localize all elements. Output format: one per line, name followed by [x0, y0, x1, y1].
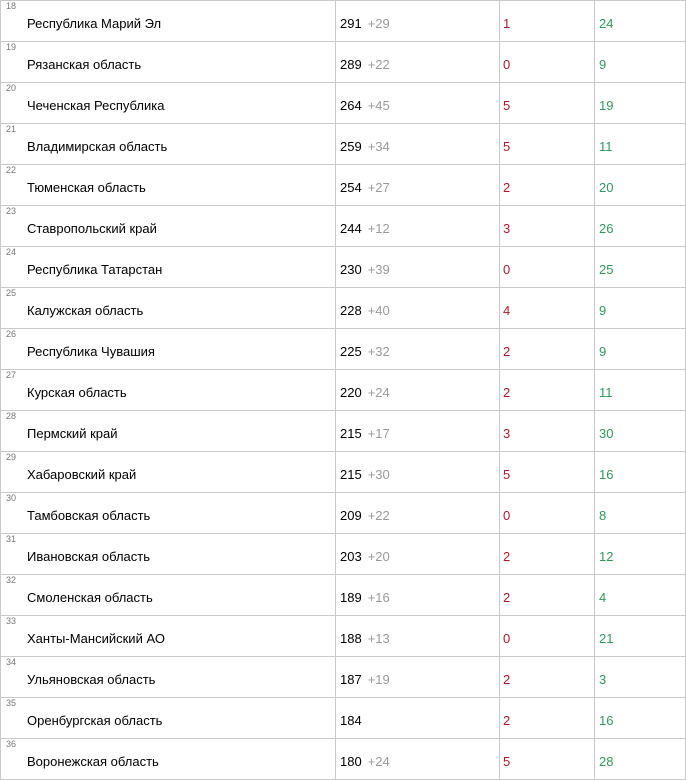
cases-cell: [336, 575, 500, 616]
cases-value: 228: [340, 303, 362, 318]
deaths-cell: [500, 206, 595, 247]
region-cell: [1, 370, 336, 411]
row-number: 30: [6, 493, 17, 503]
cases-value: 291: [340, 16, 362, 31]
table-row: [1, 534, 686, 575]
cases-cell: [336, 452, 500, 493]
cases-value: 188: [340, 631, 362, 646]
region-cell: [1, 739, 336, 780]
table-row: [1, 698, 686, 739]
cases-cell: [336, 370, 500, 411]
recovered-value: 3: [599, 672, 607, 687]
deaths-value: 2: [503, 672, 511, 687]
cases-value: 189: [340, 590, 362, 605]
recovered-value: 24: [599, 16, 614, 31]
region-cell: [1, 42, 336, 83]
cases-cell: [336, 657, 500, 698]
cases-delta: +32: [367, 344, 390, 359]
region-name: Ставропольский край: [27, 221, 157, 236]
row-number: 34: [6, 657, 17, 667]
recovered-value: 11: [599, 139, 613, 154]
cases-delta: +39: [367, 262, 390, 277]
region-name: Смоленская область: [27, 590, 153, 605]
cases-cell: [336, 739, 500, 780]
row-number: 24: [6, 247, 17, 257]
recovered-value: 30: [599, 426, 614, 441]
cases-delta: +20: [367, 549, 390, 564]
cases-cell: [336, 534, 500, 575]
cases-cell: [336, 124, 500, 165]
row-number: 22: [6, 165, 17, 175]
recovered-value: 4: [599, 590, 607, 605]
region-name: Республика Татарстан: [27, 262, 163, 277]
recovered-cell: [595, 452, 686, 493]
recovered-value: 9: [599, 57, 607, 72]
table-row: [1, 1, 686, 42]
cases-value: 244: [340, 221, 362, 236]
deaths-cell: [500, 124, 595, 165]
region-name: Оренбургская область: [27, 713, 163, 728]
recovered-value: 16: [599, 713, 614, 728]
row-number: 21: [6, 124, 17, 134]
deaths-cell: [500, 329, 595, 370]
deaths-cell: [500, 370, 595, 411]
cases-delta: +40: [367, 303, 390, 318]
table-row: [1, 247, 686, 288]
deaths-value: 3: [503, 426, 511, 441]
deaths-value: 3: [503, 221, 511, 236]
cases-value: 184: [340, 713, 362, 728]
deaths-cell: [500, 247, 595, 288]
recovered-value: 16: [599, 467, 614, 482]
table-row: [1, 83, 686, 124]
deaths-cell: [500, 698, 595, 739]
region-cell: [1, 698, 336, 739]
cases-delta: +29: [367, 16, 390, 31]
regions-table-body: [1, 1, 686, 780]
region-name: Ивановская область: [27, 549, 150, 564]
row-number: 28: [6, 411, 17, 421]
row-number: 20: [6, 83, 17, 93]
recovered-cell: [595, 411, 686, 452]
table-row: [1, 657, 686, 698]
region-cell: [1, 616, 336, 657]
recovered-value: 25: [599, 262, 614, 277]
cases-value: 180: [340, 754, 362, 769]
deaths-value: 2: [503, 385, 511, 400]
cases-delta: +22: [367, 57, 390, 72]
deaths-value: 2: [503, 180, 511, 195]
region-name: Калужская область: [27, 303, 144, 318]
recovered-value: 26: [599, 221, 614, 236]
cases-cell: [336, 411, 500, 452]
deaths-cell: [500, 657, 595, 698]
deaths-cell: [500, 1, 595, 42]
row-number: 19: [6, 42, 17, 52]
region-cell: [1, 247, 336, 288]
region-name: Курская область: [27, 385, 127, 400]
deaths-value: 4: [503, 303, 511, 318]
region-name: Пермский край: [27, 426, 118, 441]
deaths-value: 0: [503, 262, 511, 277]
table-row: [1, 575, 686, 616]
cases-delta: +24: [367, 754, 390, 769]
cases-value: 215: [340, 426, 362, 441]
recovered-value: 21: [599, 631, 614, 646]
region-cell: [1, 411, 336, 452]
recovered-cell: [595, 83, 686, 124]
recovered-cell: [595, 575, 686, 616]
recovered-cell: [595, 370, 686, 411]
cases-cell: [336, 1, 500, 42]
recovered-cell: [595, 42, 686, 83]
cases-value: 230: [340, 262, 362, 277]
region-cell: [1, 657, 336, 698]
cases-delta: +16: [367, 590, 390, 605]
row-number: 32: [6, 575, 17, 585]
recovered-cell: [595, 698, 686, 739]
cases-delta: +30: [367, 467, 390, 482]
row-number: 33: [6, 616, 17, 626]
cases-cell: [336, 329, 500, 370]
deaths-value: 5: [503, 754, 511, 769]
cases-value: 209: [340, 508, 362, 523]
region-cell: [1, 452, 336, 493]
deaths-cell: [500, 534, 595, 575]
recovered-cell: [595, 657, 686, 698]
deaths-value: 5: [503, 98, 511, 113]
region-name: Республика Марий Эл: [27, 16, 162, 31]
region-name: Владимирская область: [27, 139, 168, 154]
cases-cell: [336, 206, 500, 247]
row-number: 31: [6, 534, 17, 544]
recovered-value: 9: [599, 344, 607, 359]
deaths-value: 2: [503, 549, 511, 564]
deaths-value: 1: [503, 16, 511, 31]
cases-value: 220: [340, 385, 362, 400]
cases-cell: [336, 165, 500, 206]
table-row: [1, 452, 686, 493]
region-name: Чеченская Республика: [27, 98, 165, 113]
table-row: [1, 329, 686, 370]
recovered-cell: [595, 288, 686, 329]
cases-value: 187: [340, 672, 362, 687]
table-row: [1, 411, 686, 452]
deaths-cell: [500, 616, 595, 657]
deaths-cell: [500, 739, 595, 780]
region-name: Хабаровский край: [27, 467, 137, 482]
table-row: [1, 288, 686, 329]
cases-delta: +27: [367, 180, 390, 195]
table-row: [1, 616, 686, 657]
cases-cell: [336, 493, 500, 534]
region-cell: [1, 124, 336, 165]
cases-value: 225: [340, 344, 362, 359]
region-name: Тюменская область: [27, 180, 146, 195]
recovered-value: 28: [599, 754, 614, 769]
table-row: [1, 42, 686, 83]
recovered-cell: [595, 247, 686, 288]
recovered-value: 12: [599, 549, 614, 564]
cases-cell: [336, 83, 500, 124]
deaths-cell: [500, 411, 595, 452]
cases-delta: +17: [367, 426, 390, 441]
recovered-value: 9: [599, 303, 607, 318]
recovered-value: 11: [599, 385, 613, 400]
deaths-cell: [500, 575, 595, 616]
recovered-cell: [595, 165, 686, 206]
region-cell: [1, 165, 336, 206]
region-cell: [1, 1, 336, 42]
recovered-cell: [595, 493, 686, 534]
recovered-cell: [595, 206, 686, 247]
recovered-value: 8: [599, 508, 607, 523]
cases-value: 259: [340, 139, 362, 154]
cases-delta: +19: [367, 672, 390, 687]
region-cell: [1, 575, 336, 616]
recovered-value: 19: [599, 98, 614, 113]
cases-cell: [336, 42, 500, 83]
deaths-cell: [500, 452, 595, 493]
recovered-value: 20: [599, 180, 614, 195]
table-row: [1, 370, 686, 411]
cases-cell: [336, 288, 500, 329]
cases-value: 215: [340, 467, 362, 482]
region-cell: [1, 288, 336, 329]
recovered-cell: [595, 329, 686, 370]
table-row: [1, 206, 686, 247]
deaths-value: 0: [503, 631, 511, 646]
cases-cell: [336, 698, 500, 739]
row-number: 18: [6, 1, 17, 11]
deaths-cell: [500, 42, 595, 83]
row-number: 25: [6, 288, 17, 298]
deaths-cell: [500, 493, 595, 534]
deaths-value: 2: [503, 344, 511, 359]
recovered-cell: [595, 739, 686, 780]
deaths-cell: [500, 165, 595, 206]
row-number: 27: [6, 370, 17, 380]
region-cell: [1, 534, 336, 575]
table-row: [1, 739, 686, 780]
deaths-value: 5: [503, 139, 511, 154]
recovered-cell: [595, 534, 686, 575]
region-name: Ханты-Мансийский АО: [27, 631, 165, 646]
cases-cell: [336, 616, 500, 657]
row-number: 29: [6, 452, 17, 462]
cases-delta: +45: [367, 98, 390, 113]
deaths-value: 5: [503, 467, 511, 482]
region-cell: [1, 493, 336, 534]
recovered-cell: [595, 616, 686, 657]
region-cell: [1, 83, 336, 124]
row-number: 26: [6, 329, 17, 339]
cases-cell: [336, 247, 500, 288]
cases-delta: +12: [367, 221, 390, 236]
deaths-value: 0: [503, 57, 511, 72]
recovered-cell: [595, 1, 686, 42]
region-name: Воронежская область: [27, 754, 159, 769]
cases-value: 264: [340, 98, 362, 113]
region-name: Республика Чувашия: [27, 344, 155, 359]
deaths-cell: [500, 288, 595, 329]
deaths-value: 0: [503, 508, 511, 523]
cases-delta: +24: [367, 385, 390, 400]
deaths-value: 2: [503, 713, 511, 728]
cases-delta: +34: [367, 139, 390, 154]
table-row: [1, 165, 686, 206]
row-number: 23: [6, 206, 17, 216]
cases-delta: +13: [367, 631, 390, 646]
cases-value: 203: [340, 549, 362, 564]
region-name: Тамбовская область: [27, 508, 151, 523]
cases-delta: +22: [367, 508, 390, 523]
cases-value: 254: [340, 180, 362, 195]
region-name: Рязанская область: [27, 57, 142, 72]
region-name: Ульяновская область: [27, 672, 156, 687]
table-row: [1, 493, 686, 534]
row-number: 35: [6, 698, 17, 708]
table-row: [1, 124, 686, 165]
region-cell: [1, 206, 336, 247]
deaths-value: 2: [503, 590, 511, 605]
cases-value: 289: [340, 57, 362, 72]
row-number: 36: [6, 739, 17, 749]
deaths-cell: [500, 83, 595, 124]
recovered-cell: [595, 124, 686, 165]
region-cell: [1, 329, 336, 370]
